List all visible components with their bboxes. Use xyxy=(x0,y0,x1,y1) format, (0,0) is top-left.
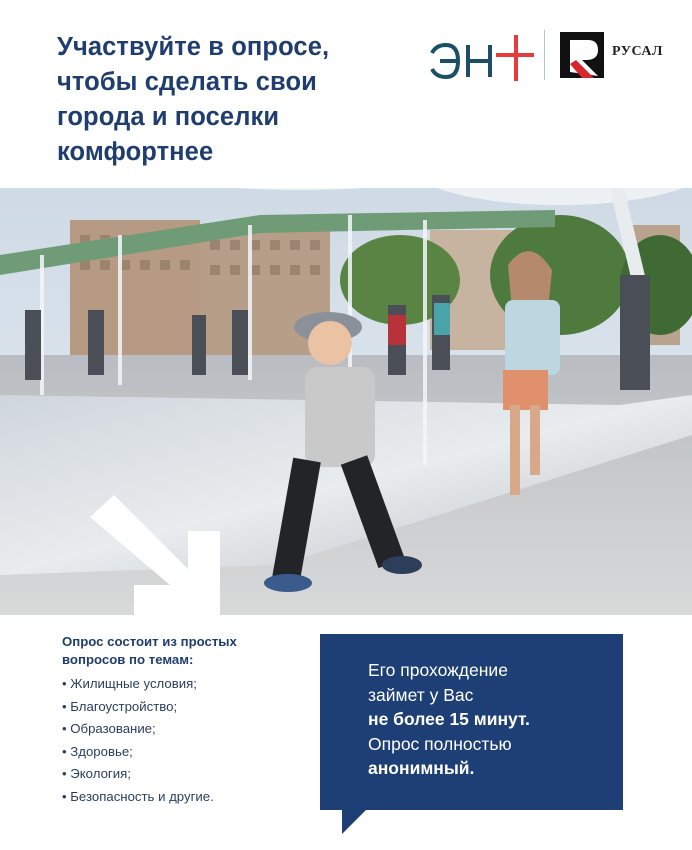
topic-item: • Безопасность и другие. xyxy=(62,786,302,809)
enplus-logo xyxy=(428,35,538,85)
callout-line-2: займет у Вас xyxy=(368,684,474,705)
arrow-down-right-icon xyxy=(88,493,220,617)
logo-divider xyxy=(544,30,545,80)
callout-anonymous: анонимный. xyxy=(368,758,475,778)
callout-tail xyxy=(342,808,368,834)
topics-heading-line-2: вопросов по темам: xyxy=(62,652,194,667)
callout-duration: не более 15 минут. xyxy=(368,709,530,729)
survey-topics xyxy=(62,633,302,809)
topics-list xyxy=(62,673,302,809)
topics-heading xyxy=(62,633,302,669)
rusal-wordmark: РУСАЛ xyxy=(612,44,663,59)
headline xyxy=(57,30,417,170)
topic-item: • Жилищные условия; xyxy=(62,673,302,696)
topic-item: • Экология; xyxy=(62,763,302,786)
topic-item: • Здоровье; xyxy=(62,741,302,764)
callout-line-4: Опрос полностью xyxy=(368,733,512,754)
topic-item: • Образование; xyxy=(62,718,302,741)
callout-text xyxy=(368,658,608,781)
callout-line-1: Его прохождение xyxy=(368,660,508,680)
headline-line-1: Участвуйте в опросе, xyxy=(57,33,330,61)
headline-line-2: чтобы сделать свои xyxy=(57,68,317,96)
topics-heading-line-1: Опрос состоит из простых xyxy=(62,634,237,649)
headline-line-4: комфортнее xyxy=(57,138,214,166)
topic-item: • Благоустройство; xyxy=(62,696,302,719)
headline-line-3: города и поселки xyxy=(57,103,280,131)
